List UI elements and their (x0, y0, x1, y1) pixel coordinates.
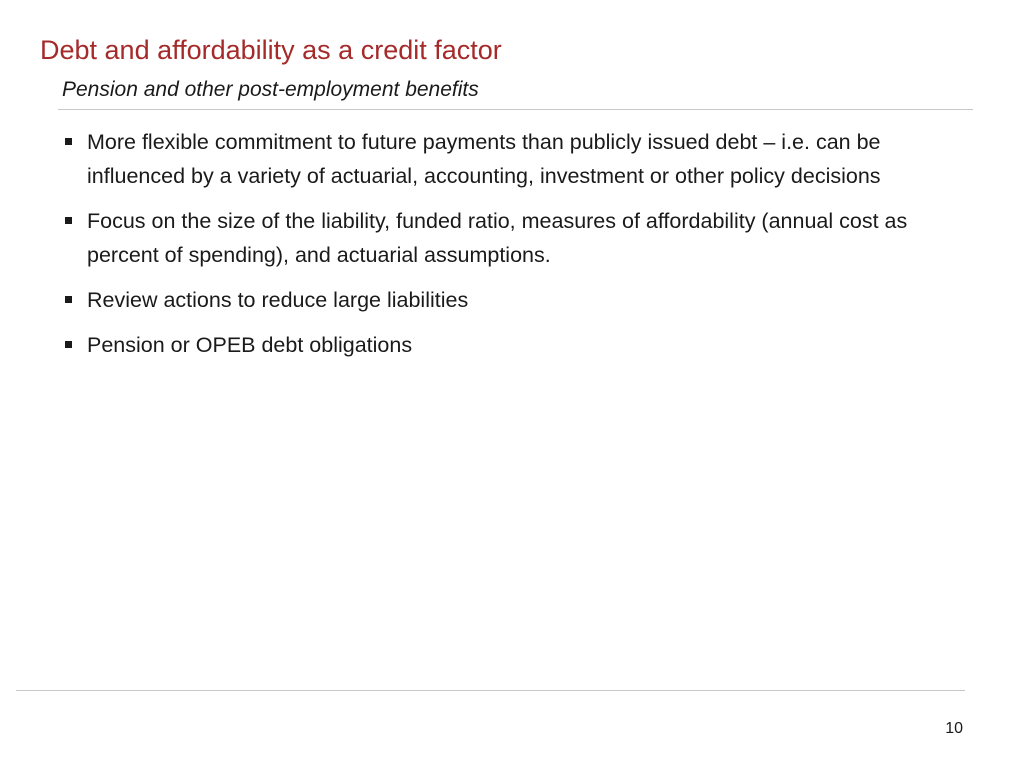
square-bullet-icon (65, 138, 72, 145)
bullet-item (62, 125, 952, 193)
square-bullet-icon (65, 296, 72, 303)
bullet-item (62, 328, 952, 362)
square-bullet-icon (65, 341, 72, 348)
slide-title: Debt and affordability as a credit factor (40, 35, 502, 65)
footer-divider (16, 690, 965, 691)
bullet-text: Review actions to reduce large liabilities (87, 288, 469, 312)
square-bullet-icon (65, 217, 72, 224)
header-divider (58, 109, 973, 110)
bullet-text: More flexible commitment to future payments than publicly issued debt – i.e. can be influenced by a variety of actuarial, accounting, investment or other policy decisions (87, 130, 881, 188)
page-number: 10 (945, 720, 963, 737)
slide-subtitle: Pension and other post-employment benefits (62, 78, 479, 101)
bullet-item (62, 204, 952, 272)
bullet-list (62, 125, 952, 373)
bullet-text: Pension or OPEB debt obligations (87, 333, 413, 357)
bullet-item (62, 283, 952, 317)
bullet-text: Focus on the size of the liability, funded ratio, measures of affordability (annual cost as percent of spending), and actuarial assumptions. (87, 209, 908, 267)
